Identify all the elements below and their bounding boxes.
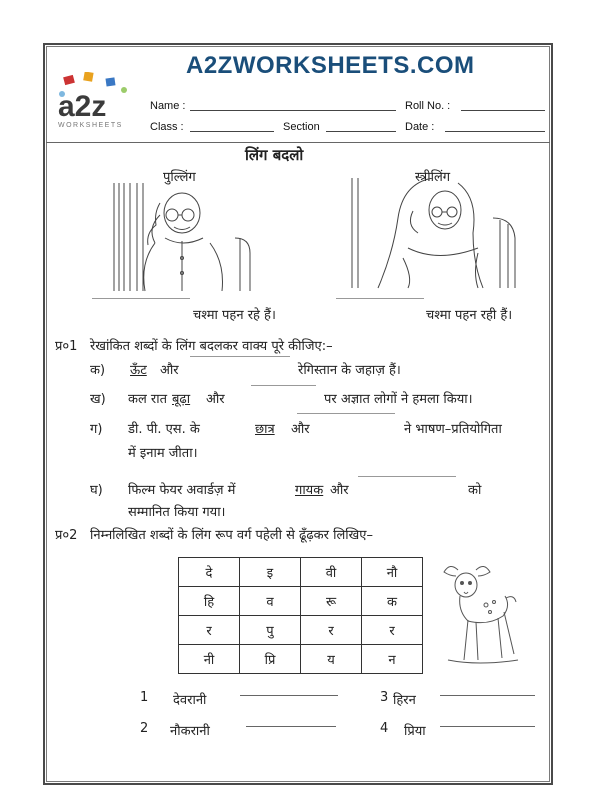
answer-2-blank[interactable] [246,726,336,727]
site-logo [54,72,138,130]
q1-item-3-and: और [291,422,310,437]
q1-item-4-blank[interactable] [358,476,456,477]
masculine-label: पुल्लिंग [163,170,196,185]
roll-field[interactable] [461,100,545,111]
q1-item-4-rest: को [468,483,482,498]
grid-cell[interactable]: र [179,616,240,645]
feminine-label: स्त्रीलिंग [415,170,451,185]
answer-3-blank[interactable] [440,695,535,696]
masculine-answer-blank[interactable] [92,298,190,299]
q1-item-3-marker: ग) [90,422,103,437]
answer-1-word: देवरानी [173,693,207,708]
grid-cell[interactable]: र [362,616,423,645]
section-label: Section [283,121,320,133]
grid-cell[interactable]: पु [240,616,301,645]
q2-instruction: निम्नलिखित शब्दों के लिंग रूप वर्ग पहेली से ढूँढ़कर लिखिए– [90,528,373,543]
name-label: Name : [150,100,186,112]
q1-item-1-rest: रेगिस्तान के जहाज़ हैं। [298,363,401,378]
q1-item-2-marker: ख) [90,392,106,407]
q2-number: प्र०2 [55,528,78,543]
q1-number: प्र०1 [55,339,78,354]
worksheet-title: लिंग बदलो [245,146,304,164]
name-field[interactable] [190,100,396,111]
q1-item-3-before: डी. पी. एस. के [128,422,200,437]
answer-2-word: नौकरानी [170,724,210,739]
q1-item-1-marker: क) [90,363,106,378]
grid-cell[interactable]: र [301,616,362,645]
q1-item-3-underlined: छात्र [255,422,275,437]
class-label: Class : [150,121,184,133]
section-field[interactable] [326,121,396,132]
logo-text: a2z [58,90,107,123]
q1-item-3-rest: ने भाषण–प्रतियोगिता [404,422,502,437]
answer-4-blank[interactable] [440,726,535,727]
q1-item-2-underlined: बूढ़ा [172,392,191,407]
q1-instruction: रेखांकित शब्दों के लिंग बदलकर वाक्य पूरे कीजिए:– [90,339,333,354]
q1-item-2-rest: पर अज्ञात लोगों ने हमला किया। [324,392,473,407]
q1-item-4-underlined: गायक [295,483,324,498]
grid-cell[interactable]: नी [179,645,240,674]
grid-cell[interactable]: रू [301,587,362,616]
man-with-glasses-illustration [110,183,255,293]
grid-row [179,645,423,674]
grid-cell[interactable]: व [240,587,301,616]
q1-item-2-blank[interactable] [251,385,316,386]
answer-4-word: प्रिया [404,724,426,739]
class-field[interactable] [190,121,274,132]
q1-item-2-before: कल रात [128,392,168,407]
answer-1-blank[interactable] [240,695,338,696]
feminine-answer-blank[interactable] [336,298,424,299]
answer-3-num: 3 [380,690,389,705]
q1-item-2-and: और [206,392,225,407]
grid-cell[interactable]: दे [179,558,240,587]
q1-item-4-before: फिल्म फेयर अवार्डज़ में [128,483,236,498]
sentence-right: चश्मा पहन रही हैं। [426,308,513,323]
answer-3-word: हिरन [393,693,416,708]
grid-cell[interactable]: नौ [362,558,423,587]
grid-row [179,558,423,587]
grid-cell[interactable]: वी [301,558,362,587]
q1-item-4-marker: घ) [90,483,103,498]
grid-cell[interactable]: हि [179,587,240,616]
grid-cell[interactable]: इ [240,558,301,587]
grid-cell[interactable]: य [301,645,362,674]
answer-2-num: 2 [140,721,149,736]
grid-cell[interactable]: न [362,645,423,674]
header-divider [46,142,550,143]
q1-item-1-blank[interactable] [190,356,290,357]
sentence-left: चश्मा पहन रहे हैं। [193,308,276,323]
logo-subtext: WORKSHEETS [58,122,123,129]
date-field[interactable] [445,121,545,132]
date-label: Date : [405,121,435,133]
q1-item-4-line2: सम्मानित किया गया। [128,505,226,520]
q1-item-3-line2: में इनाम जीता। [128,446,198,461]
word-puzzle-grid [178,557,423,674]
grid-cell[interactable]: प्रि [240,645,301,674]
answer-1-num: 1 [140,690,149,705]
grid-row [179,587,423,616]
deer-illustration [428,560,528,670]
answer-4-num: 4 [380,721,389,736]
q1-item-1-underlined: ऊँट [130,363,147,378]
woman-with-glasses-illustration [348,178,528,290]
grid-row [179,616,423,645]
q1-item-1-and: और [160,363,179,378]
q1-item-4-and: और [330,483,349,498]
site-title: A2ZWORKSHEETS.COM [186,52,475,79]
grid-cell[interactable]: क [362,587,423,616]
roll-label: Roll No. : [405,100,451,112]
q1-item-3-blank[interactable] [297,413,395,414]
